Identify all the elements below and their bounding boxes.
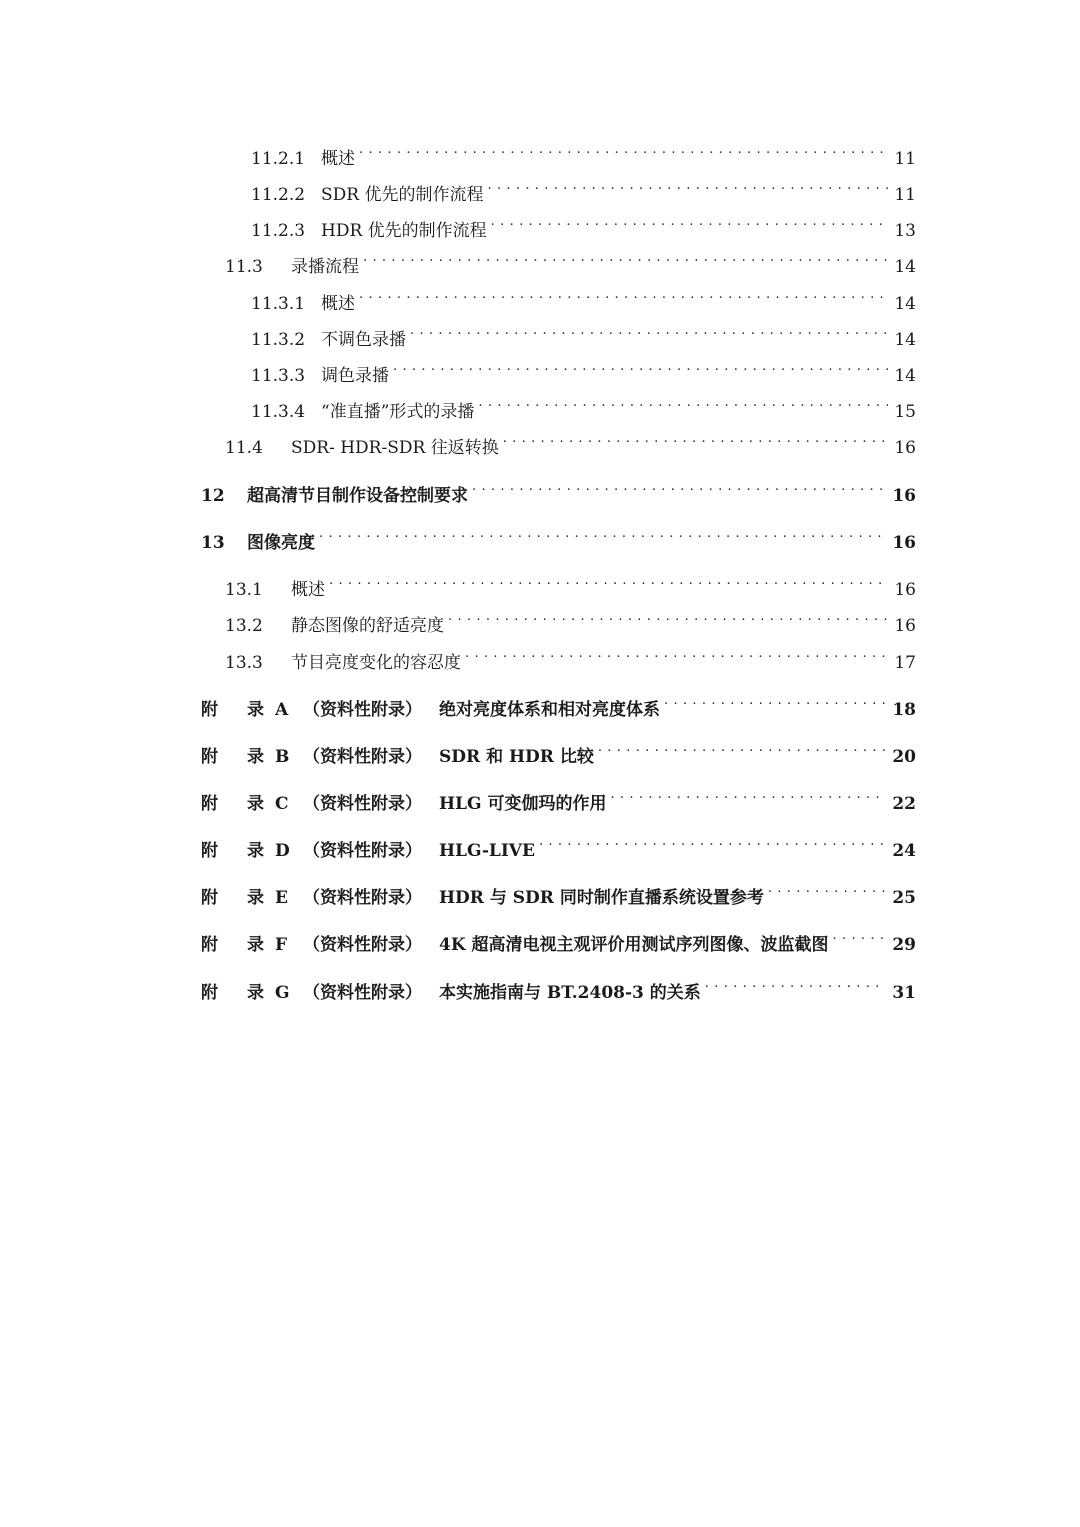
dot-leader [319,526,886,548]
dot-leader [410,323,888,345]
appendix-type: （资料性附录） [303,747,422,767]
toc-entry-page: 11 [894,149,916,169]
toc-entry-number: 11.2.1 [251,149,306,169]
dot-leader [491,214,889,236]
toc-appendix-entry[interactable] [201,881,916,909]
toc-appendix-entry[interactable] [201,834,916,862]
toc-entry-page: 13 [894,221,916,241]
appendix-letter: B [275,747,290,767]
toc-entry-page: 17 [894,653,916,673]
toc-entry[interactable] [225,609,916,637]
toc-entry-number: 12 [201,486,225,506]
toc-entry[interactable] [201,479,916,507]
toc-entry-page: 22 [892,794,916,814]
toc-entry-number: 13 [201,533,225,553]
appendix-prefix: 附 录 F （资料性附录） [201,935,422,955]
dot-leader [598,740,886,762]
dot-leader [664,693,886,715]
toc-appendix-entry[interactable] [201,928,916,956]
dot-leader [610,787,886,809]
toc-entry-title: 绝对亮度体系和相对亮度体系 [439,700,660,720]
toc-entry-title: 4K 超高清电视主观评价用测试序列图像、波监截图 [439,935,829,955]
toc-entry-title: HLG 可变伽玛的作用 [439,794,607,814]
toc-entry-title: 调色录播 [321,366,389,386]
dot-leader [478,395,888,417]
appendix-prefix: 附 录 B （资料性附录） [201,747,422,767]
dot-leader [833,928,887,950]
toc-entry-number: 11.3 [225,257,263,277]
appendix-type: （资料性附录） [303,700,422,720]
appendix-letter: E [275,888,288,908]
toc-entry-number: 11.4 [225,438,263,458]
toc-entry[interactable] [251,142,916,170]
toc-appendix-entry[interactable] [201,976,916,1004]
toc-entry-number: 11.2.2 [251,185,306,205]
toc-entry-number: 13.2 [225,616,263,636]
toc-entry[interactable] [225,250,916,278]
dot-leader [393,359,888,381]
toc-entry-page: 14 [894,330,916,350]
toc-entry-page: 29 [892,935,916,955]
dot-leader [539,834,886,856]
toc-entry-number: 11.3.2 [251,330,306,350]
toc-entry-title: 概述 [291,580,325,600]
toc-entry-title: SDR 优先的制作流程 [321,185,484,205]
toc-appendix-entry[interactable] [201,740,916,768]
dot-leader [363,250,888,272]
appendix-type: （资料性附录） [303,983,422,1003]
dot-leader [448,609,888,631]
toc-entry-page: 16 [894,616,916,636]
appendix-prefix: 附 录 D （资料性附录） [201,841,422,861]
dot-leader [705,976,887,998]
toc-entry[interactable] [251,214,916,242]
appendix-letter: F [275,935,288,955]
appendix-prefix: 附 录 C （资料性附录） [201,794,422,814]
dot-leader [465,646,888,668]
appendix-type: （资料性附录） [303,794,422,814]
toc-entry[interactable] [251,359,916,387]
toc-entry-title: 概述 [321,149,355,169]
toc-entry-title: SDR 和 HDR 比较 [439,747,594,767]
toc-entry-title: 超高清节目制作设备控制要求 [247,486,468,506]
dot-leader [472,479,886,501]
appendix-letter: C [275,794,289,814]
toc-entry[interactable] [225,431,916,459]
appendix-prefix: 附 录 A （资料性附录） [201,700,422,720]
toc-entry-title: HDR 与 SDR 同时制作直播系统设置参考 [439,888,764,908]
toc-entry[interactable] [225,646,916,674]
appendix-type: （资料性附录） [303,935,422,955]
toc-entry[interactable] [225,573,916,601]
toc-entry-title: 静态图像的舒适亮度 [291,616,444,636]
toc-entry-title: HLG-LIVE [439,841,535,861]
toc-entry-number: 13.3 [225,653,263,673]
toc-entry-page: 15 [894,402,916,422]
toc-entry-page: 16 [894,438,916,458]
toc-entry-title: 不调色录播 [321,330,406,350]
toc-entry-title: SDR- HDR-SDR 往返转换 [291,438,499,458]
appendix-type: （资料性附录） [303,841,422,861]
toc-entry-title: “准直播”形式的录播 [321,402,475,422]
appendix-letter: A [275,700,289,720]
toc-entry[interactable] [251,287,916,315]
toc-entry-page: 14 [894,294,916,314]
appendix-letter: G [275,983,290,1003]
toc-entry-page: 16 [892,486,916,506]
toc-entry-page: 18 [892,700,916,720]
dot-leader [329,573,888,595]
dot-leader [503,431,889,453]
toc-entry-title: 图像亮度 [247,533,315,553]
toc-entry-page: 31 [892,983,916,1003]
toc-entry[interactable] [251,395,916,423]
toc-entry-number: 11.3.1 [251,294,306,314]
toc-entry-page: 14 [894,366,916,386]
toc-entry[interactable] [251,178,916,206]
toc-entry-number: 11.3.4 [251,402,306,422]
appendix-type: （资料性附录） [303,888,422,908]
dot-leader [359,142,888,164]
toc-appendix-entry[interactable] [201,787,916,815]
dot-leader [487,178,888,200]
toc-entry-title: 录播流程 [291,257,359,277]
appendix-prefix: 附 录 E （资料性附录） [201,888,422,908]
appendix-letter: D [275,841,290,861]
toc-entry-page: 14 [894,257,916,277]
toc-entry-page: 24 [892,841,916,861]
toc-entry-title: HDR 优先的制作流程 [321,221,487,241]
dot-leader [768,881,886,903]
dot-leader [359,287,888,309]
toc-appendix-entry[interactable] [201,693,916,721]
toc-entry-title: 本实施指南与 BT.2408-3 的关系 [439,983,701,1003]
toc-entry-title: 节目亮度变化的容忍度 [291,653,461,673]
toc-entry-page: 20 [892,747,916,767]
toc-entry-page: 11 [894,185,916,205]
appendix-prefix: 附 录 G （资料性附录） [201,983,422,1003]
toc-entry-number: 13.1 [225,580,263,600]
toc-entry-number: 11.3.3 [251,366,306,386]
toc-entry-page: 25 [892,888,916,908]
toc-entry-number: 11.2.3 [251,221,306,241]
toc-entry-page: 16 [892,533,916,553]
toc-entry-page: 16 [894,580,916,600]
toc-entry[interactable] [201,526,916,554]
toc-entry-title: 概述 [321,294,355,314]
toc-entry[interactable] [251,323,916,351]
